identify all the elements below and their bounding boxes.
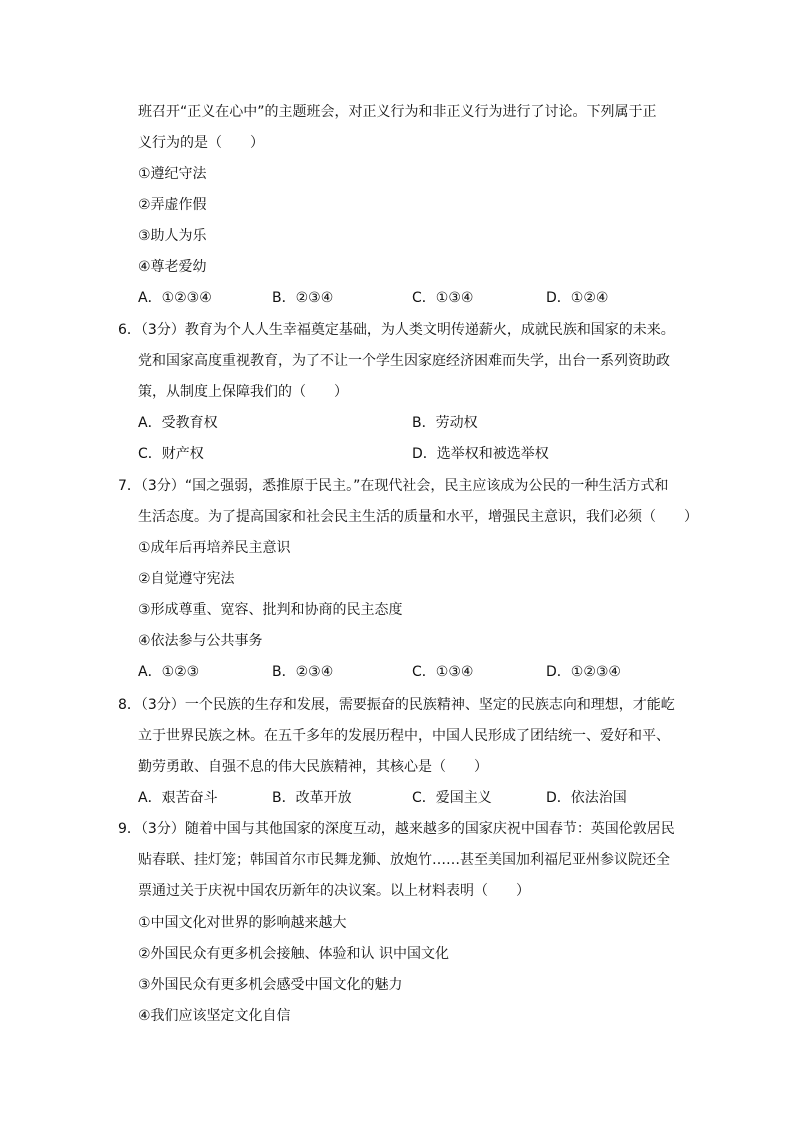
q8-stem-line-2: 立于世界民族之林。在五千多年的发展历程中，中国人民形成了团结统一、爱好和平、 <box>138 728 670 744</box>
q7-option-c: C．①③④ <box>412 664 474 680</box>
q5-stem-line-2: 义行为的是（ ） <box>138 135 264 151</box>
q6-option-b: B．劳动权 <box>412 415 478 431</box>
q7-option-d: D．①②③④ <box>546 664 621 680</box>
q9-item-2: ②外国民众有更多机会接触、体验和认 识中国文化 <box>138 946 449 962</box>
q7-item-3: ③形成尊重、宽容、批判和协商的民主态度 <box>138 602 403 618</box>
q6-option-d: D．选举权和被选举权 <box>412 446 549 462</box>
q5-stem-line-1: 班召开“正义在心中”的主题班会，对正义行为和非正义行为进行了讨论。下列属于正 <box>138 104 657 120</box>
q5-item-1: ①遵纪守法 <box>138 166 207 182</box>
q5-item-3: ③助人为乐 <box>138 228 207 244</box>
q6-stem-line-2: 党和国家高度重视教育，为了不让一个学生因家庭经济困难而失学，出台一系列资助政 <box>138 353 670 369</box>
q8-option-d: D．依法治国 <box>546 790 627 806</box>
q7-item-2: ②自觉遵守宪法 <box>138 571 235 587</box>
q6-option-a: A．受教育权 <box>138 415 218 431</box>
q9-item-3: ③外国民众有更多机会感受中国文化的魅力 <box>138 977 403 993</box>
q9-stem-line-1: 9．（3分）随着中国与其他国家的深度互动，越来越多的国家庆祝中国春节：英国伦敦居民 <box>118 821 675 837</box>
q5-option-a: A．①②③④ <box>138 290 212 306</box>
q6-stem-line-3: 策，从制度上保障我们的（ ） <box>138 384 348 400</box>
q5-option-d: D．①②④ <box>546 290 609 306</box>
q9-stem-line-3: 票通过关于庆祝中国农历新年的决议案。以上材料表明（ ） <box>138 883 530 899</box>
q7-option-a: A．①②③ <box>138 664 200 680</box>
q8-option-c: C．爱国主义 <box>412 790 492 806</box>
q7-item-4: ④依法参与公共事务 <box>138 633 263 649</box>
q9-stem-line-2: 贴春联、挂灯笼；韩国首尔市民舞龙狮、放炮竹……甚至美国加利福尼亚州参议院还全 <box>138 852 670 868</box>
q8-option-b: B．改革开放 <box>272 790 352 806</box>
q7-item-1: ①成年后再培养民主意识 <box>138 540 291 556</box>
q8-option-a: A．艰苦奋斗 <box>138 790 218 806</box>
q6-stem-line-1: 6．（3分）教育为个人人生幸福奠定基础，为人类文明传递薪火，成就民族和国家的未来。 <box>118 322 675 338</box>
q9-item-1: ①中国文化对世界的影响越来越大 <box>138 915 347 931</box>
q8-stem-line-3: 勤劳勇敢、自强不息的伟大民族精神，其核心是（ ） <box>138 759 488 775</box>
q9-item-4: ④我们应该坚定文化自信 <box>138 1008 291 1024</box>
q7-stem-line-2: 生活态度。为了提高国家和社会民主生活的质量和水平，增强民主意识，我们必须（ ） <box>138 509 698 525</box>
q6-option-c: C．财产权 <box>138 446 204 462</box>
q5-option-c: C．①③④ <box>412 290 474 306</box>
q5-option-b: B．②③④ <box>272 290 334 306</box>
q5-item-2: ②弄虚作假 <box>138 197 207 213</box>
q7-option-b: B．②③④ <box>272 664 334 680</box>
q5-item-4: ④尊老爱幼 <box>138 259 207 275</box>
q8-stem-line-1: 8．（3分）一个民族的生存和发展，需要振奋的民族精神、坚定的民族志向和理想，才能屹 <box>118 697 675 713</box>
q7-stem-line-1: 7．（3分）“国之强弱，悉推原于民主。”在现代社会，民主应该成为公民的一种生活方式和 <box>118 478 669 494</box>
